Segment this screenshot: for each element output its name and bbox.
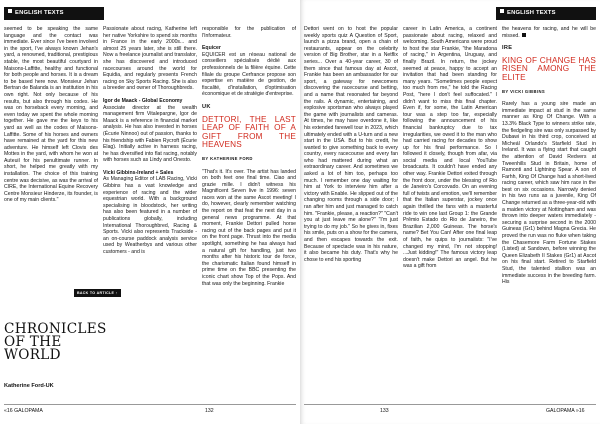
page-number-right: 133	[380, 408, 389, 414]
left-column-2	[103, 26, 197, 398]
right-column-1	[304, 26, 398, 398]
vicki-bio-cont: responsible for the publication of l'Informateur.	[202, 26, 296, 39]
king-of-change-title: KING OF CHANGE HAS RISEN AMONG THE ELITE	[502, 55, 596, 82]
equicer-heading: Equicer	[202, 45, 221, 52]
king-byline: BY VICKI GIBBINS	[502, 88, 546, 94]
interview-text: seemed to be speaking the same language and the contact was immediate. Ever since I've been involved in the sport, I've always known Jehan's yard, a renowned, traditional, prestigious stable, the most beautiful courtyard in Maisons-Laffitte, healthy and functional for both people and horses. It is a dream to be based here now. Monsieur Jehan Bertran de Balanda is an institution in his own right. Not only because of his results, but also through his codes. He was on horseback every morning, and even today we spent the whole morning together. He gave me the keys to his yard as well as the codes of Maisons-Laffitte. Some of his horses and owners have remained at the yard for this new adventure. He himself left Clovis des Mottes in the yard, with whom he won at Auteuil for his penultimate runner. In short, he helped me greatly with my installation. The choice of this training centre was decisive, as was the arrival of CIRE, the International Equine Recovery Centre Monsieur Hinderze, its founder, is one of my main clients."	[4, 26, 98, 204]
dettori-article-cont2: career in Latin America, a continent passionate about racing, relaxed and welcoming. South Americans were proud to host the star Frankie, "the Maradona of racing," in Argentina, Uruguay, and finally Brazil. In return, the jockey seemed at peace, happy to accept an invitation that had been standing for many years. "Sometimes people expect too much from me," he told the Racing Post, "here I don't feel suffocated." I didn't want to miss this final chapter. Even if, for some, the Latin American tour was a step too far, especially following the announcement of his financial bankruptcy due to tax irregularities, we owed it to the man who had carried racing for decades to show up for his final performance. So I followed it closely, though from afar, via social media and local YouTube broadcasts. It couldn't have ended any other way. Frankie Dettori exited through the front door, under the blessing of Rio de Janeiro's Corcovado. On an evening full of twists and emotion, we'll remember that the Italian superstar, jockey once again thrilled the fans with a masterful ride to win one last Group 1: the Grande Prêmio Estado do Rio de Janeiro, the Brazilian 2,000 Guineas. The horse's name? Bet You Can! After one final leap of faith, he quips to journalists: "I've changed my mind, I'm not stopping! ...Just kidding!" The famous victory leap doesn't make Dettori an angel. But he was a gift from	[403, 26, 497, 270]
vicki-bio: As Managing Editor of LAB Racing, Vicki Gibbins has a vast knowledge and experience of racing and the wider equestrian world. With a background specialising in bloodstock, her writing has also been featured in a number of publications globally, including International Thoroughbred, Racing & Sports. Vicki also represents Trackside - an on-course paddock analysis service used by Weatherbys and various other customers - and is	[103, 176, 197, 255]
square-icon	[500, 9, 504, 13]
square-icon	[8, 9, 12, 13]
left-column-3	[202, 26, 296, 398]
page-number-left: 132	[205, 408, 214, 414]
left-column-1	[4, 26, 98, 286]
right-column-2	[403, 26, 497, 398]
section-header-label: ENGLISH TEXTS	[15, 10, 64, 16]
section-header-label: ENGLISH TEXTS	[507, 10, 556, 16]
right-page	[300, 0, 600, 424]
equicer-text: EQUICER est un réseau national de conseillers spécialisés dédié aux professionnels de la filière équine. Cette filiale du groupe Cerfrance propose son expertise en matière de gestion, de fiscalité, d'installation, d'optimisation économique et de stratégie d'entreprise.	[202, 51, 296, 98]
dettori-byline: BY KATHERINE FORD	[202, 155, 253, 161]
dettori-article-end	[502, 26, 596, 39]
end-mark-icon	[522, 33, 526, 37]
katherine-bio: Passionate about racing, Katherine left her native Yorkshire to spend six months in France in the early 2000s... and almost 25 years later, she is still there. Now a freelance journalist and translator, she has discovered and introduced racecourses around the world for Equidia, and regularly presents French racing on Sky Sports Racing. She is also a breeder and owner of Thoroughbreds.	[103, 26, 197, 92]
right-column-3	[502, 26, 596, 398]
dettori-ending: the heavens for racing, and he will be missed.	[502, 26, 596, 39]
king-article: Rarely has a young sire made an immediate impact at stud in the same manner as King Of Change. With a 13.3% Black Type to winners strike rate, the fledgeling sire was only surpassed by Dubawi in his third crop, conceived at Micheál Orlando's Starfield Stud in Ireland. It was a flying start that caught the attention of David Redvers at Tweenhills Stud in Britain, home of Ramonti and Lightning Spear. A son of Farhh, King Of Change had a short-lived racing career, which saw him race in the best on six occasions. Narrowly denied in his two runs as a juvenile, King Of Change returned as a three-year-old with a maiden victory at Nottingham and was thrown into deeper waters immediately - securing a surprise second in the 2000 Guineas (Gr1) behind Magna Grecia. He proved the run was no fluke when taking the Chasemore Farm Fortune Stakes (Listed) at Sandown, before winning the Queen Elizabeth II Stakes (Gr1) at Ascot on his final start. Retired to Starfield Stud, the talented stallion was an immediate success in the breeding farm. His	[502, 101, 596, 286]
footer-rule-left	[4, 404, 296, 405]
dettori-article: "That's it. It's over. The artist has landed on both feet one final time. Ciao and grazie mille. I didn't witness his Magnificent Seven live in 1996: seven races won at the same Ascot meeting! I do, however, clearly remember watching the report on that feat the next day in a general news programme. At that moment, Frankie Dettori pulled horse racing out of the back pages and put it on the front page. Thrust into the media spotlight, something he has always had a natural gift for handling, just two months after his historic tour de force, the charismatic Italian found himself in prime time on the BBC presenting the iconic chart show Top of the Pops. And that was only the beginning. Frankie	[202, 168, 296, 287]
dettori-article-cont: Dettori went on to host the popular weekly sports quiz A Question of Sport, launch a pizza brand, open a chain of restaurants, appear on the celebrity version of Big Brother, star in a Netflix series... Over a 40-year career, 30 of them since that famous day at Ascot, Frankie has been an ambassador for our sport, a gateway for newcomers discovering the racecourse and betting, and a name that resonated far beyond the rails. A dynamic, entertaining, and explosive sportsman who always played the game with journalists and cameras. At times, he may have overdone it, like his extended farewell tour in 2023, which ultimately ended with a U-turn and a new start in the USA. But to his credit, he wanted to give something back to every country, every racecourse and every fan who had mattered during what an extraordinary career. And sometimes we asked a lot of him too, perhaps too much. I remember one day waiting for him at York to interview him after a victory with Enable. He slipped out of the changing rooms through a side door; I ran after him and just managed to catch him. "Frankie, please, a reaction?" "Can't you at just leave me alone?" "I'm just trying to do my job." So he gives in, fixes his smile, puts on a show for the camera, and then escapes towards the exit. Because of spectacle was in his nature, it also became his duty. That's why he chose to end his sporting	[304, 26, 398, 263]
arrow-up-icon: ↑	[115, 291, 118, 295]
dettori-title: DETTORI, THE LAST LEAP OF FAITH OF A GIFT FROM THE HEAVENS	[202, 114, 296, 150]
footer-left: «16 GALOPAMA	[4, 408, 43, 414]
igor-heading: Igor de Maack - Global Economy	[103, 97, 183, 104]
uk-section-label: UK	[202, 103, 211, 110]
footer-rule-right	[304, 404, 596, 405]
back-to-article-label: BACK TO ARTICLE	[77, 291, 115, 295]
footer-right: GALOPAMA »16	[546, 408, 585, 414]
section-header-left	[4, 7, 104, 20]
section-header-right	[496, 7, 596, 20]
author-name: Katherine Ford-UK	[4, 383, 54, 389]
ire-section-label: IRE	[502, 45, 513, 52]
igor-bio: Associate director at the wealth management firm Vitalepargne, Igor de Maack is a reference in financial market analysis. He has also invested in horses (Écurie Ninnoo) out of passion, thanks to his friendship with Fabien Rycroft (Écurie Elag). Initially active in harness racing, he has diversified into flat racing, notably with horses such as Lindy and Onesto.	[103, 104, 197, 164]
chronicles-title: CHRONICLES OF THE WORLD	[4, 321, 107, 363]
vicki-heading: Vicki Gibbins-Ireland + Sales	[103, 169, 174, 176]
